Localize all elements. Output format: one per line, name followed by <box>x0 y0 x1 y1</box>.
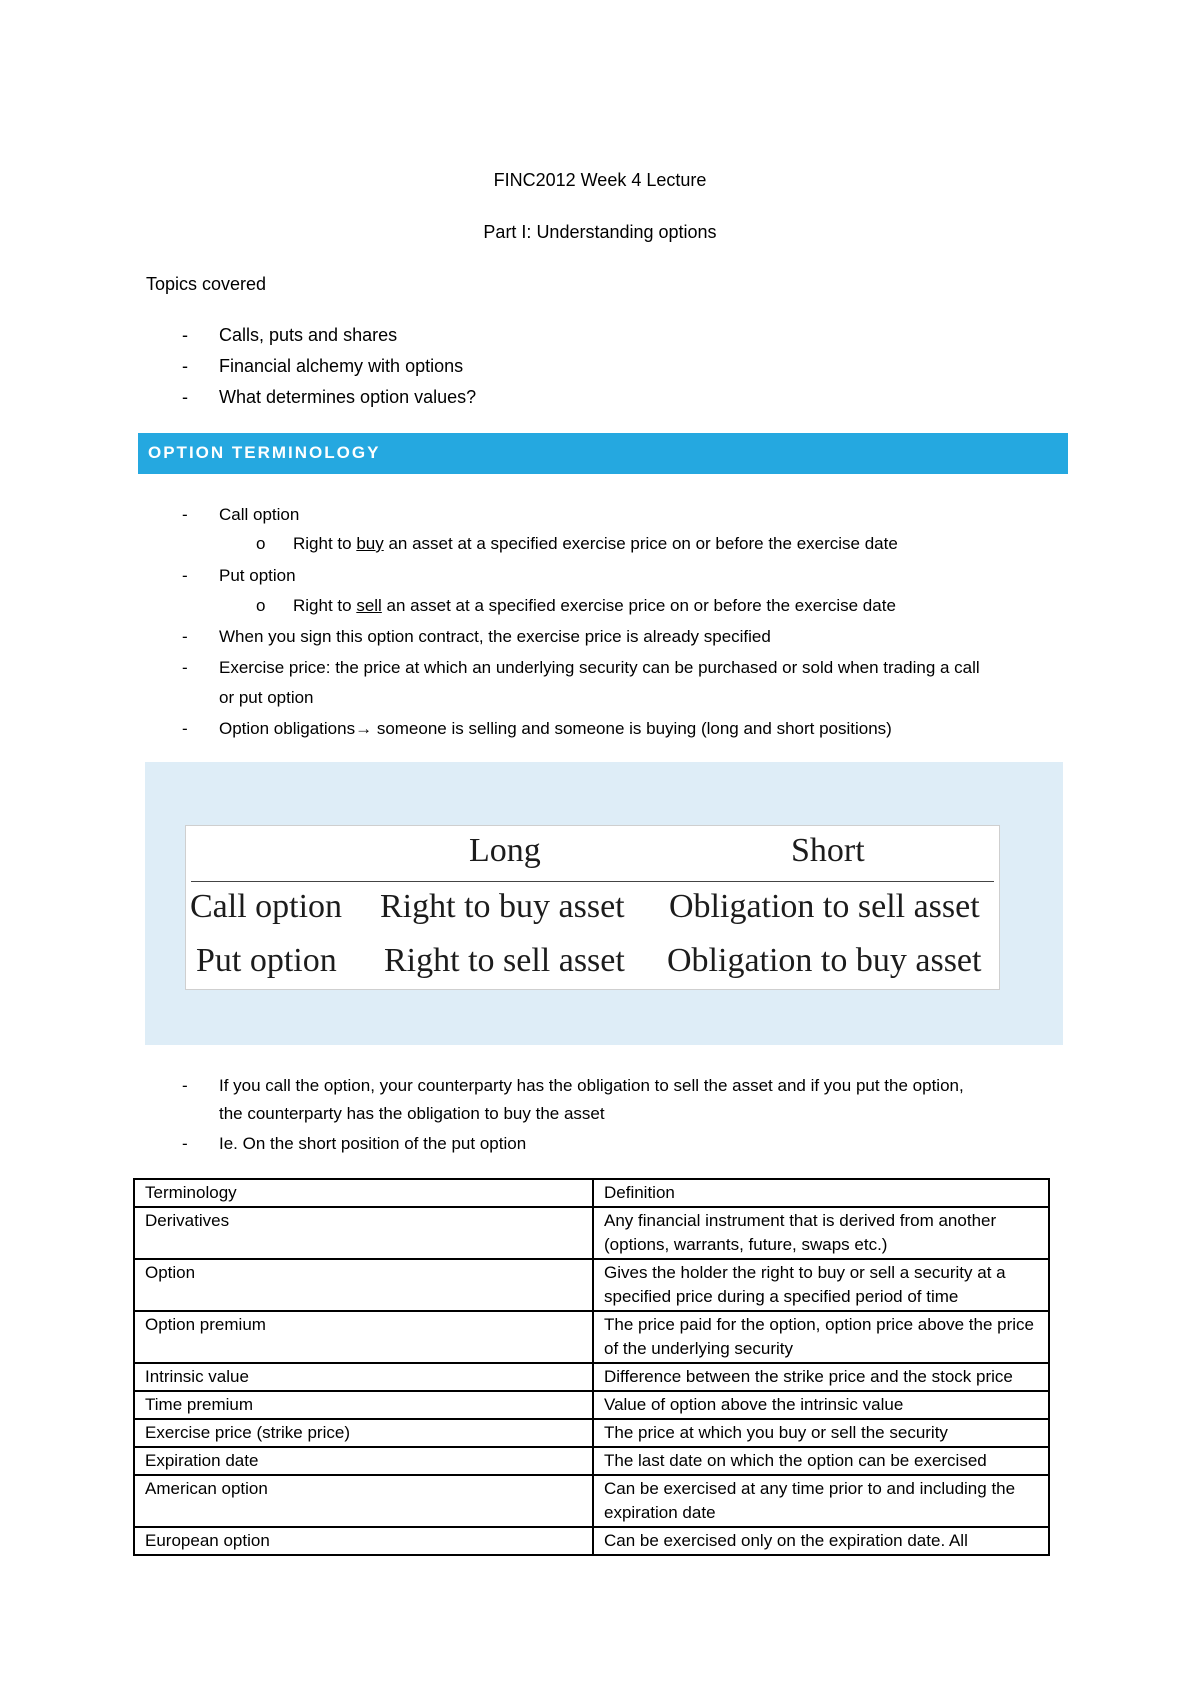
row-short: Obligation to sell asset <box>669 888 980 925</box>
document-subtitle: Part I: Understanding options <box>483 222 717 242</box>
definition-cell: Can be exercised only on the expiration date. All <box>593 1527 1049 1555</box>
table-header-cell: Terminology <box>134 1179 593 1207</box>
term-cell: Time premium <box>134 1391 593 1419</box>
definition-cell: Can be exercised at any time prior to and including the expiration date <box>593 1475 1049 1527</box>
term-cell: American option <box>134 1475 593 1527</box>
section-heading: OPTION TERMINOLOGY <box>148 443 381 462</box>
table-row <box>134 1419 1049 1447</box>
table-header-cell: Definition <box>593 1179 1049 1207</box>
row-label: Call option <box>190 888 343 925</box>
definition-cell: Any financial instrument that is derived from another (options, warrants, future, swaps etc.) <box>593 1207 1049 1259</box>
table-row <box>134 1363 1049 1391</box>
header-rule <box>191 881 994 882</box>
table-row <box>134 1447 1049 1475</box>
term-cell: Option <box>134 1259 593 1311</box>
definition-cell: Difference between the strike price and the stock price <box>593 1363 1049 1391</box>
definition-cell: Value of option above the intrinsic value <box>593 1391 1049 1419</box>
arrow-right-icon: → <box>355 719 373 738</box>
term-cell: Exercise price (strike price) <box>134 1419 593 1447</box>
term-cell: Derivatives <box>134 1207 593 1259</box>
terminology-table <box>133 1178 1050 1556</box>
table-row <box>134 1311 1049 1363</box>
definition-cell: Gives the holder the right to buy or sell a security at a specified price during a specified period of time <box>593 1259 1049 1311</box>
term-cell: European option <box>134 1527 593 1555</box>
header-long: Long <box>469 832 541 869</box>
table-row <box>134 1207 1049 1259</box>
table-row <box>134 1259 1049 1311</box>
row-short: Obligation to buy asset <box>667 942 982 979</box>
table-row <box>134 1527 1049 1555</box>
definition-cell: The last date on which the option can be exercised <box>593 1447 1049 1475</box>
table-row <box>134 1391 1049 1419</box>
term-cell: Expiration date <box>134 1447 593 1475</box>
section-banner <box>138 433 1068 474</box>
row-label: Put option <box>196 942 337 979</box>
row-long: Right to sell asset <box>384 942 625 979</box>
positions-table <box>185 825 1000 990</box>
definition-cell: The price at which you buy or sell the security <box>593 1419 1049 1447</box>
term-cell: Intrinsic value <box>134 1363 593 1391</box>
row-long: Right to buy asset <box>380 888 625 925</box>
topics-heading: Topics covered <box>146 274 267 294</box>
term-cell: Option premium <box>134 1311 593 1363</box>
header-short: Short <box>791 832 865 869</box>
table-row <box>134 1475 1049 1527</box>
document-title: FINC2012 Week 4 Lecture <box>493 170 707 190</box>
definition-cell: The price paid for the option, option price above the price of the underlying security <box>593 1311 1049 1363</box>
table-header-row <box>134 1179 1049 1207</box>
